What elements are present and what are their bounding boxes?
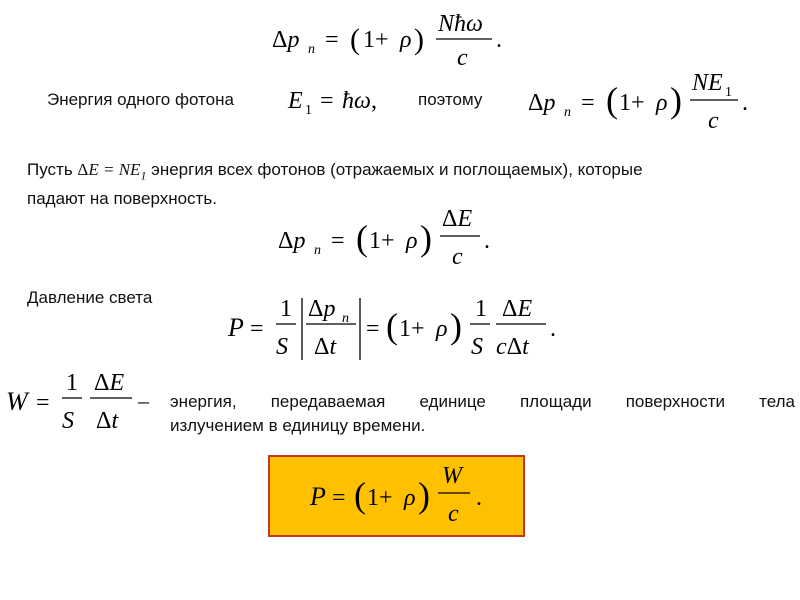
svg-text:=: = — [581, 90, 595, 116]
svg-text:1: 1 — [66, 370, 78, 396]
svg-text:=: = — [366, 316, 380, 342]
therefore-label: поэтому — [418, 90, 483, 109]
svg-text:.: . — [550, 316, 556, 342]
svg-text:ρ: ρ — [656, 90, 668, 116]
svg-text:ρ: ρ — [436, 316, 448, 342]
svg-text:W: W — [6, 387, 28, 416]
svg-text:): ) — [420, 218, 432, 258]
svg-text:Δp: Δp — [278, 228, 306, 254]
svg-text:c: c — [452, 244, 463, 270]
svg-text:=: = — [332, 485, 346, 511]
svg-text:=: = — [320, 88, 334, 114]
svg-text:): ) — [670, 80, 682, 120]
svg-text:1+: 1+ — [399, 316, 425, 342]
svg-text:Δt: Δt — [96, 408, 119, 434]
svg-text:n: n — [564, 105, 571, 120]
photon-energy-label: Энергия одного фотона — [47, 90, 234, 109]
highlighted-final-formula — [268, 455, 525, 537]
svg-text:Δt: Δt — [314, 334, 337, 360]
svg-text:1+: 1+ — [619, 90, 645, 116]
svg-text:E: E — [288, 88, 303, 114]
svg-text:S: S — [276, 334, 288, 360]
light-pressure-label: Давление света — [27, 288, 153, 307]
svg-text:): ) — [450, 306, 462, 346]
svg-text:(: ( — [356, 218, 368, 258]
svg-text:Nħω: Nħω — [438, 11, 483, 37]
svg-text:.: . — [476, 485, 482, 511]
w-definition-line1: энергия, передаваемая единице площади поверхности тела — [170, 392, 795, 411]
w-definition-line2: излучением в единицу времени. — [170, 416, 426, 435]
svg-text:1+: 1+ — [363, 27, 389, 53]
let-paragraph — [27, 158, 647, 211]
formula-photon-energy — [286, 80, 396, 125]
svg-text:S: S — [62, 408, 74, 434]
svg-text:.: . — [742, 90, 748, 116]
svg-text:.: . — [484, 228, 490, 254]
svg-text:Δp: Δp — [308, 296, 336, 322]
svg-text:n: n — [342, 311, 349, 326]
svg-text:1: 1 — [280, 296, 292, 322]
svg-text:W: W — [442, 463, 462, 489]
w-definition-text — [170, 390, 795, 438]
svg-text:c: c — [457, 45, 468, 71]
svg-text:.: . — [496, 27, 502, 53]
svg-text:c: c — [708, 108, 719, 134]
svg-text:Δp: Δp — [528, 90, 556, 116]
svg-text:(: ( — [386, 306, 398, 346]
svg-text:c: c — [448, 501, 459, 527]
svg-text:ρ: ρ — [406, 228, 418, 254]
formula-momentum-nhw — [270, 5, 510, 80]
svg-text:1+: 1+ — [369, 228, 395, 254]
formula-light-pressure — [226, 292, 566, 373]
svg-text:ΔE: ΔE — [442, 206, 473, 232]
let-line2: падают на поверхность. — [27, 189, 217, 209]
svg-text:=: = — [250, 316, 264, 342]
svg-text:–: – — [138, 388, 149, 413]
formula-pressure-w — [308, 463, 508, 538]
svg-text:P: P — [228, 313, 244, 342]
let-rest: энергия всех фотонов (отражаемых и поглощаемых), которые — [146, 160, 643, 179]
svg-text:): ) — [418, 475, 430, 515]
svg-text:(: ( — [606, 80, 618, 120]
svg-text:1+: 1+ — [367, 485, 393, 511]
inline-formula-total-energy: $\Delta E = NE_1$ — [77, 160, 147, 183]
svg-text:=: = — [331, 228, 345, 254]
svg-text:NE: NE — [692, 70, 723, 96]
svg-text:(: ( — [350, 23, 360, 56]
formula-momentum-delta-e — [276, 206, 506, 283]
svg-text:n: n — [308, 42, 315, 57]
svg-text:=: = — [36, 390, 50, 416]
let-prefix: Пусть — [27, 160, 78, 179]
svg-text:): ) — [414, 23, 424, 56]
svg-text:cΔt: cΔt — [496, 334, 529, 360]
svg-text:ħω,: ħω, — [342, 88, 377, 114]
svg-text:1: 1 — [725, 85, 732, 100]
svg-text:1: 1 — [475, 296, 487, 322]
svg-text:=: = — [325, 27, 339, 53]
formula-w-definition — [4, 368, 164, 449]
svg-text:ρ: ρ — [404, 485, 416, 511]
svg-text:ρ: ρ — [400, 27, 412, 53]
svg-text:n: n — [314, 243, 321, 258]
svg-text:P: P — [310, 482, 326, 511]
svg-text:1: 1 — [305, 103, 312, 118]
svg-text:ΔE: ΔE — [94, 370, 125, 396]
svg-text:Δp: Δp — [272, 27, 300, 53]
svg-text:ΔE: ΔE — [502, 296, 533, 322]
svg-text:(: ( — [354, 475, 366, 515]
svg-text:S: S — [471, 334, 483, 360]
formula-momentum-ne1 — [526, 68, 756, 145]
